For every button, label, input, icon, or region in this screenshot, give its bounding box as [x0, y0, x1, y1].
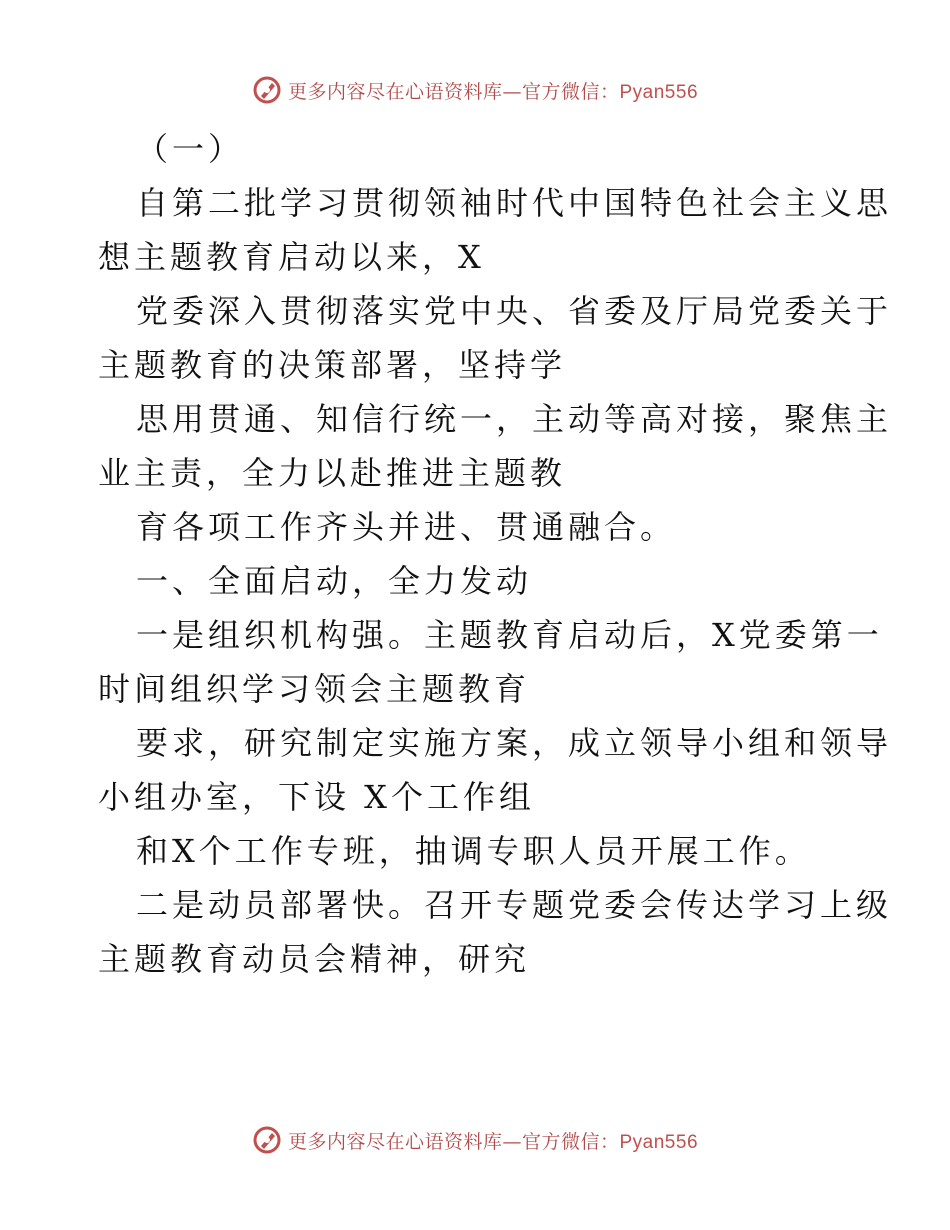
text-line: 党委深入贯彻落实党中央、省委及厅局党委关于	[136, 292, 893, 330]
text-line: 业主责，全力以赴推进主题教	[98, 454, 567, 492]
text-line: 和X个工作专班，抽调专职人员开展工作。	[136, 832, 811, 870]
text-line: （一）	[136, 130, 245, 168]
document-body	[98, 122, 893, 986]
text-line: 时间组织学习领会主题教育	[98, 670, 531, 708]
text-line: 一、全面启动，全力发动	[136, 562, 533, 600]
header-watermark	[0, 70, 950, 110]
text-line: 思用贯通、知信行统一，主动等高对接，聚焦主	[136, 400, 893, 438]
text-line: 一是组织机构强。主题教育启动后，X党委第一	[136, 616, 883, 654]
watermark-text: 更多内容尽在心语资料库—官方微信：Pyan556	[287, 1130, 699, 1153]
watermark-text: 更多内容尽在心语资料库—官方微信：Pyan556	[287, 80, 699, 103]
text-line: 育各项工作齐头并进、贯通融合。	[136, 508, 677, 546]
pen-logo-icon	[252, 1125, 282, 1155]
text-line: 小组办室，下设 X个工作组	[98, 778, 535, 816]
text-line: 自第二批学习贯彻领袖时代中国特色社会主义思	[136, 184, 893, 222]
text-line: 要求，研究制定实施方案，成立领导小组和领导	[136, 724, 893, 762]
text-line: 主题教育的决策部署，坚持学	[98, 346, 567, 384]
text-line: 二是动员部署快。召开专题党委会传达学习上级	[136, 886, 893, 924]
text-line: 主题教育动员会精神，研究	[98, 940, 531, 978]
text-line: 想主题教育启动以来，X	[98, 238, 485, 276]
footer-watermark	[0, 1120, 950, 1160]
pen-logo-icon	[252, 75, 282, 105]
